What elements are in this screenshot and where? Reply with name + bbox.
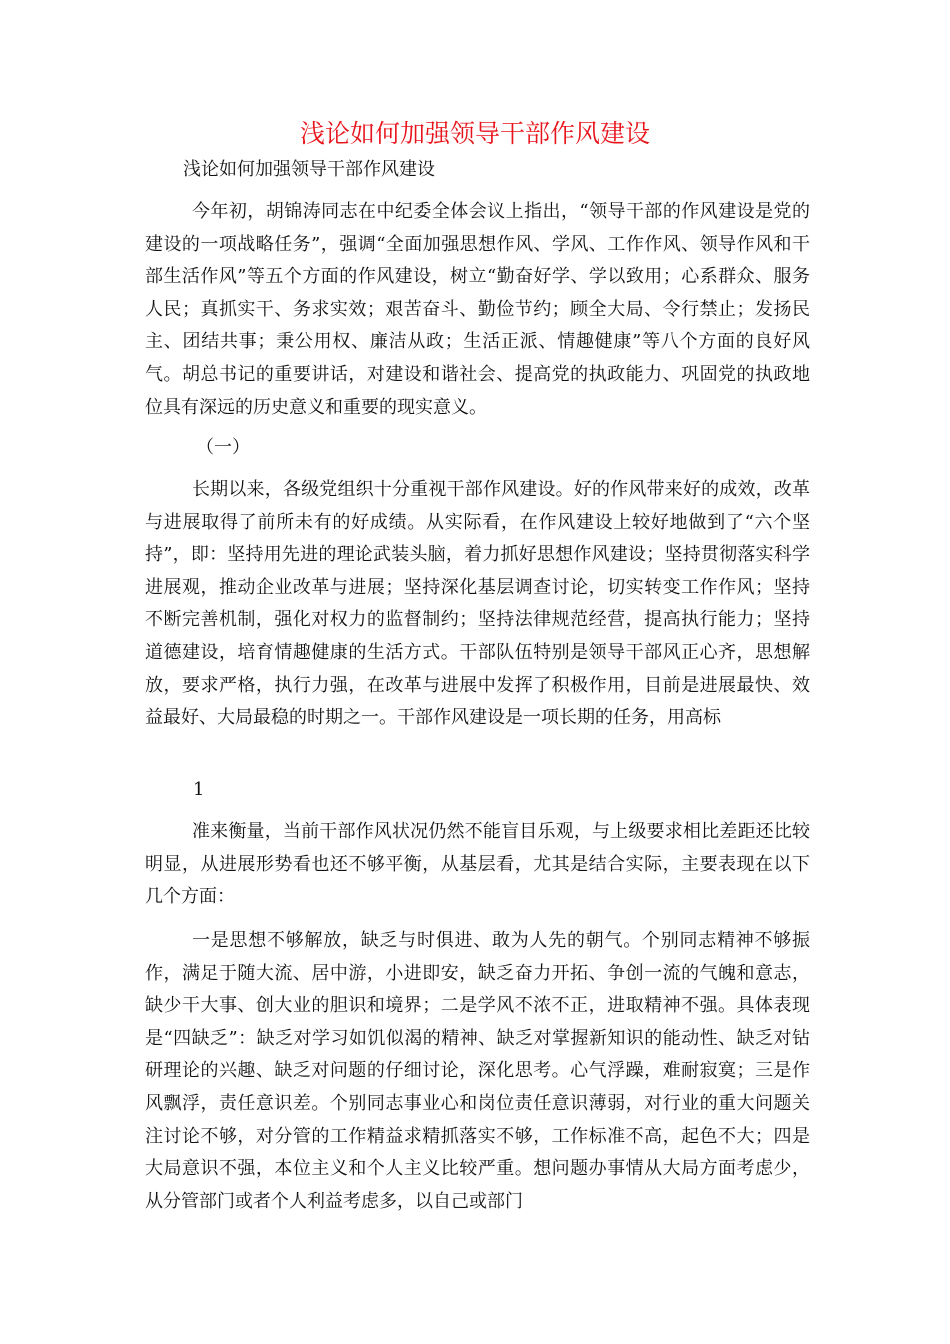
document-title: 浅论如何加强领导干部作风建设 [299, 119, 650, 148]
paragraph-intro: 今年初，胡锦涛同志在中纪委全体会议上指出，“领导干部的作风建设是党的建设的一项战略任务”，强调“全面加强思想作风、学风、工作作风、领导作风和干部生活作风”等五个方面的作风建设，树立“勤奋好学、学以致用；心系群众、服务人民；真抓实干、务求实效；艰苦奋斗、勤俭节约；顾全大局、令行禁止；发扬民主、团结共事；秉公用权、廉洁从政；生活正派、情趣健康”等八个方面的良好风气。胡总书记的重要讲话，对建设和谐社会、提高党的执政能力、巩固党的执政地位具有深远的历史意义和重要的现实意义。 [145, 201, 810, 418]
page-number: 1 [193, 779, 205, 800]
document-subtitle: 浅论如何加强领导干部作风建设 [183, 159, 435, 180]
paragraph-assessment: 准来衡量，当前干部作风状况仍然不能盲目乐观，与上级要求相比差距还比较明显，从进展形势看也还不够平衡，从基层看，尤其是结合实际，主要表现在以下几个方面： [145, 821, 810, 908]
section-marker: （一） [196, 437, 250, 458]
paragraph-achievements: 长期以来，各级党组织十分重视干部作风建设。好的作风带来好的成效，改革与进展取得了前所未有的好成绩。从实际看，在作风建设上较好地做到了“六个坚持”，即：坚持用先进的理论武装头脑，着力抓好思想作风建设；坚持贯彻落实科学进展观，推动企业改革与进展；坚持深化基层调查讨论，切实转变工作作风；坚持不断完善机制，强化对权力的监督制约；坚持法律规范经营，提高执行能力；坚持道德建设，培育情趣健康的生活方式。干部队伍特别是领导干部风正心齐，思想解放，要求严格，执行力强，在改革与进展中发挥了积极作用，目前是进展最快、效益最好、大局最稳的时期之一。干部作风建设是一项长期的任务，用高标 [145, 479, 810, 729]
paragraph-problems: 一是思想不够解放，缺乏与时俱进、敢为人先的朝气。个别同志精神不够振作，满足于随大流、居中游，小进即安，缺乏奋力开拓、争创一流的气魄和意志，缺少干大事、创大业的胆识和境界；二是学风不浓不正，进取精神不强。具体表现是“四缺乏”：缺乏对学习如饥似渴的精神、缺乏对掌握新知识的能动性、缺乏对钻研理论的兴趣、缺乏对问题的仔细讨论，深化思考。心气浮躁，难耐寂寞；三是作风飘浮，责任意识差。个别同志事业心和岗位责任意识薄弱，对行业的重大问题关注讨论不够，对分管的工作精益求精抓落实不够，工作标准不高，起色不大；四是大局意识不强，本位主义和个人主义比较严重。想问题办事情从大局方面考虑少，从分管部门或者个人利益考虑多，以自己或部门 [145, 930, 810, 1212]
